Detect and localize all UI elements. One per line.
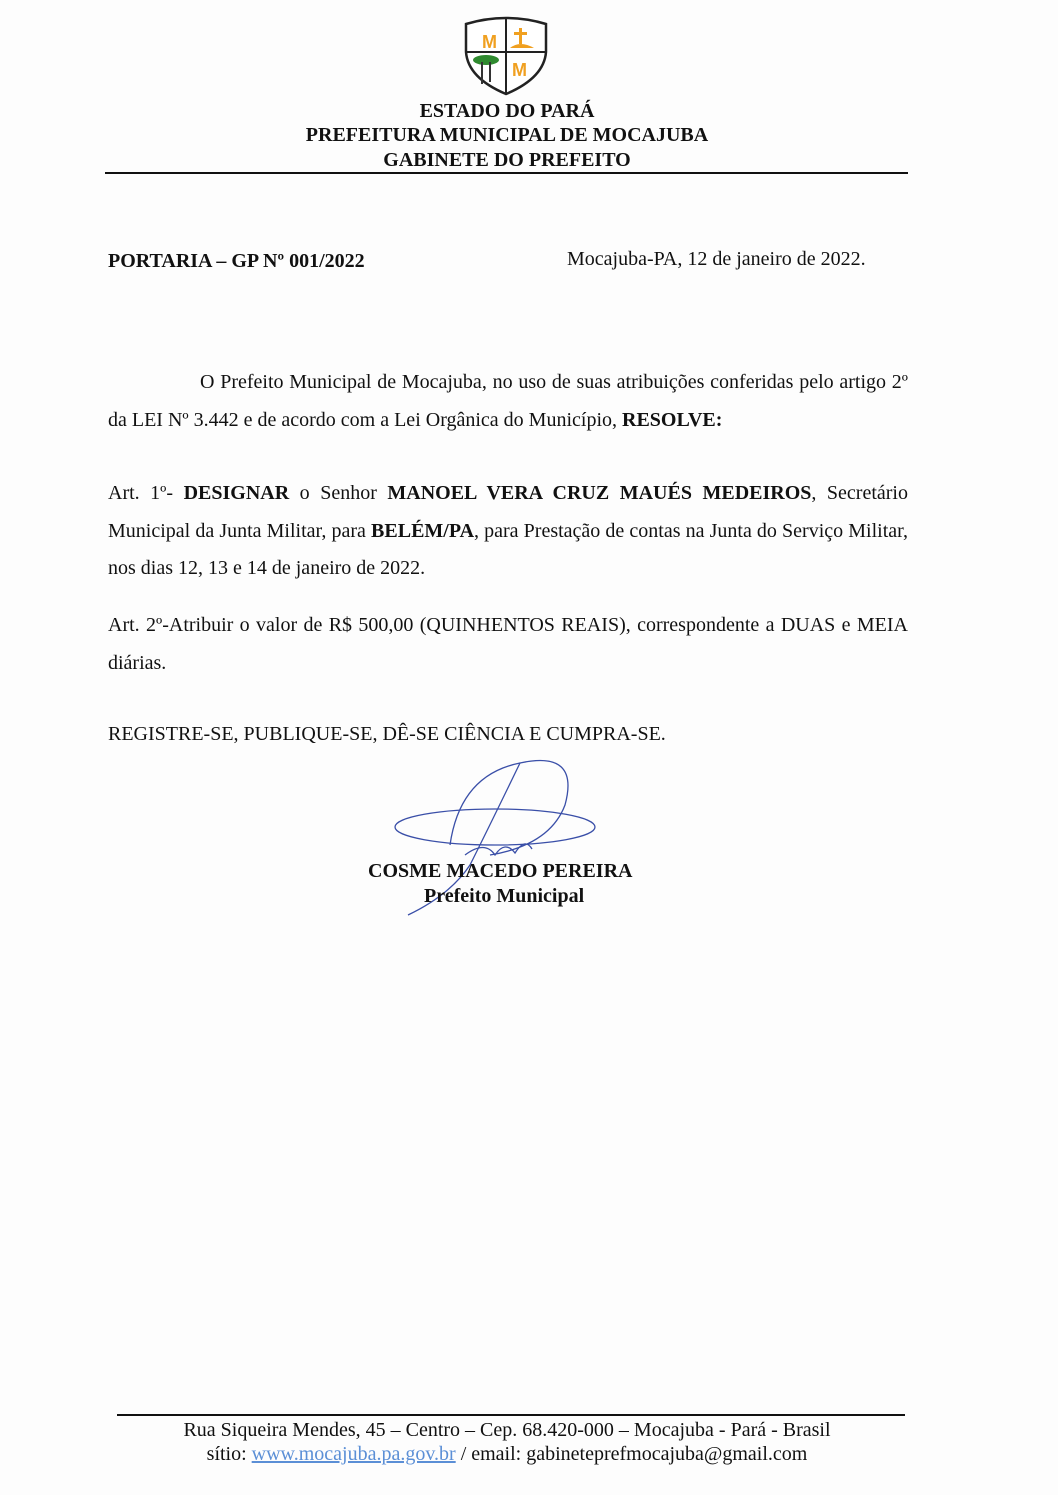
- art1-text: , para Prestação de contas na Junta do Serviço Militar, nos dias 12, 13 e 14 de janeiro de 2022.: [108, 519, 908, 579]
- header-office: GABINETE DO PREFEITO: [383, 149, 631, 171]
- designee-name: MANOEL VERA CRUZ MAUÉS MEDEIROS: [387, 482, 812, 504]
- destination: BELÉM/PA: [371, 519, 475, 542]
- article-2: [108, 607, 908, 682]
- footer-address: Rua Siqueira Mendes, 45 – Centro – Cep. 68.420-000 – Mocajuba - Pará - Brasil: [183, 1419, 831, 1441]
- svg-text:M: M: [512, 60, 527, 80]
- portaria-number: PORTARIA – GP Nº 001/2022: [108, 250, 365, 272]
- footer-contact: [0, 1442, 1014, 1466]
- email-address[interactable]: gabineteprefmocajuba@gmail.com: [526, 1443, 808, 1465]
- preamble-text: O Prefeito Municipal de Mocajuba, no uso de suas atribuições conferidas pelo artigo 2º da LEI Nº 3.442 e de acordo com a Lei Orgânica do Município,: [108, 371, 908, 431]
- header-prefecture: PREFEITURA MUNICIPAL DE MOCAJUBA: [305, 124, 709, 146]
- preamble: [108, 364, 908, 439]
- website-link[interactable]: www.mocajuba.pa.gov.br: [251, 1443, 456, 1465]
- closing-formula: REGISTRE-SE, PUBLIQUE-SE, DÊ-SE CIÊNCIA E CUMPRA-SE.: [108, 723, 666, 745]
- municipal-crest-logo: [462, 16, 550, 96]
- svg-text:M: M: [482, 32, 497, 52]
- place-date: Mocajuba-PA, 12 de janeiro de 2022.: [567, 248, 866, 270]
- resolve-keyword: RESOLVE:: [622, 408, 723, 431]
- signatory-name: COSME MACEDO PEREIRA: [368, 860, 633, 882]
- art1-verb: DESIGNAR: [183, 482, 290, 504]
- footer-divider: [117, 1414, 905, 1416]
- art1-text: o Senhor: [289, 482, 388, 504]
- art1-label: Art. 1º-: [108, 482, 184, 504]
- art2-text: Art. 2º-Atribuir o valor de R$ 500,00 (QUINHENTOS REAIS), correspondente a DUAS e MEIA diárias.: [108, 614, 908, 674]
- article-1: [108, 475, 908, 588]
- art1-text: , Secretário Municipal da Junta Militar, para: [108, 482, 908, 542]
- email-label: / email:: [455, 1443, 527, 1465]
- site-label: sítio:: [206, 1443, 252, 1465]
- header-state: ESTADO DO PARÁ: [419, 100, 595, 122]
- header-divider: [105, 172, 908, 174]
- signatory-title: Prefeito Municipal: [424, 885, 585, 907]
